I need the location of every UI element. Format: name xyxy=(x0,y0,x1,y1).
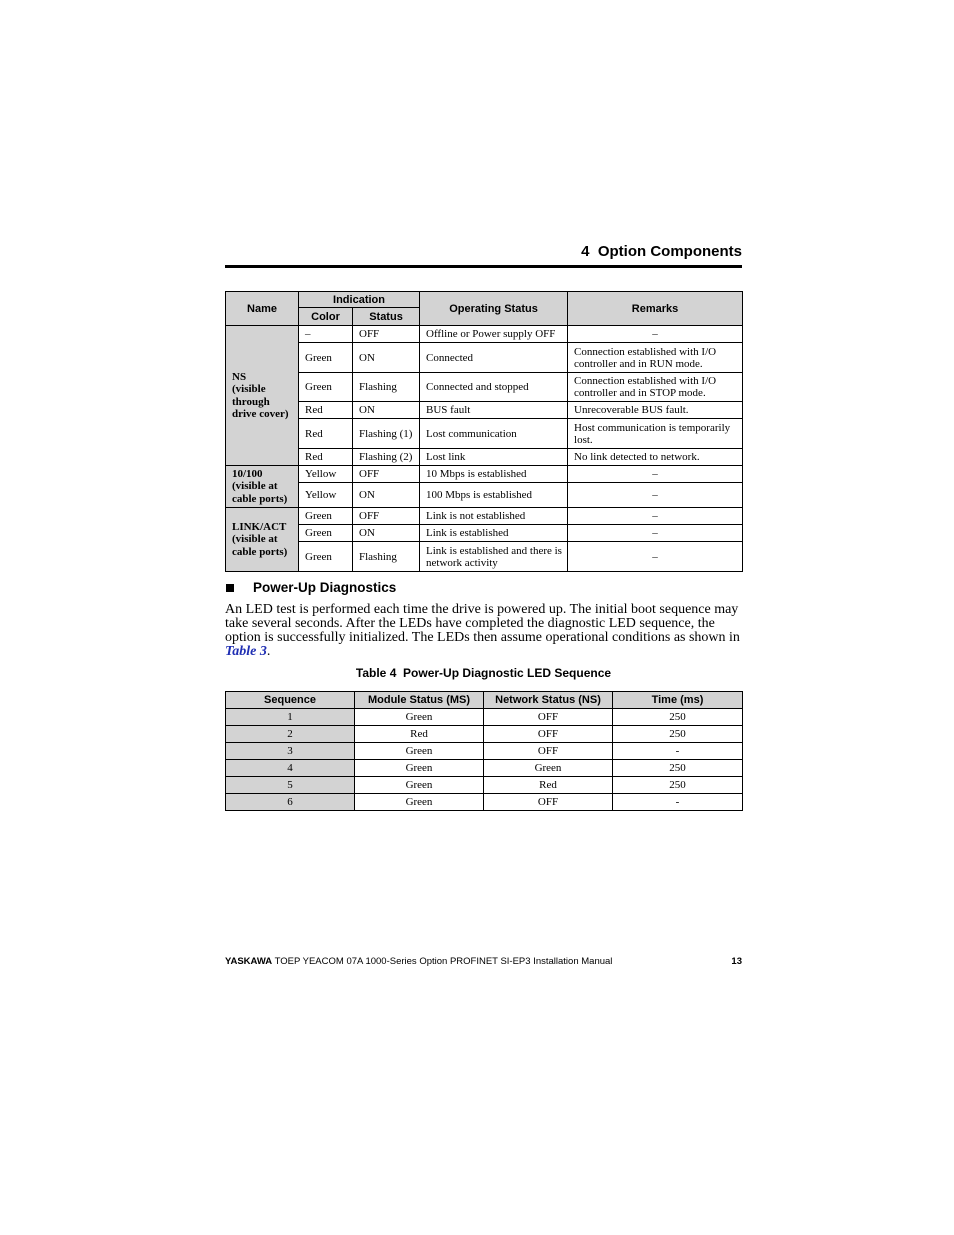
sequence-cell: 5 xyxy=(226,777,355,794)
led-status-cell: Flashing xyxy=(353,542,420,572)
led-color-cell: Green xyxy=(299,508,353,525)
led-table-header-row xyxy=(226,292,743,308)
operating-status-cell: Link is established xyxy=(420,525,568,542)
led-status-cell: Flashing xyxy=(353,373,420,402)
led-table-row xyxy=(226,525,743,542)
operating-status-cell: Connected xyxy=(420,343,568,373)
remarks-cell: No link detected to network. xyxy=(568,449,743,466)
led-status-cell: Flashing (2) xyxy=(353,449,420,466)
remarks-cell: – xyxy=(568,508,743,525)
remarks-cell: – xyxy=(568,466,743,483)
table-3-link[interactable]: Table 3 xyxy=(225,644,267,659)
header-rule xyxy=(225,265,742,268)
sequence-table-row xyxy=(226,743,743,760)
time-cell: 250 xyxy=(613,760,743,777)
module-status-cell: Green xyxy=(355,777,484,794)
remarks-cell: Unrecoverable BUS fault. xyxy=(568,402,743,419)
led-status-cell: Flashing (1) xyxy=(353,419,420,449)
operating-status-cell: Connected and stopped xyxy=(420,373,568,402)
col-header-status: Status xyxy=(353,308,420,326)
led-table-row xyxy=(226,373,743,402)
page-number: 13 xyxy=(731,956,742,967)
led-color-cell: Yellow xyxy=(299,466,353,483)
col-header-remarks: Remarks xyxy=(568,292,743,326)
sequence-table-row xyxy=(226,726,743,743)
operating-status-cell: Lost communication xyxy=(420,419,568,449)
col-header-indication: Indication xyxy=(299,292,420,308)
power-up-sequence-table xyxy=(225,691,743,811)
operating-status-cell: Offline or Power supply OFF xyxy=(420,326,568,343)
led-table-row xyxy=(226,542,743,572)
led-indicator-table xyxy=(225,291,743,572)
sequence-table-row xyxy=(226,709,743,726)
time-cell: 250 xyxy=(613,709,743,726)
time-cell: 250 xyxy=(613,777,743,794)
led-name-cell: 10/100 (visible at cable ports) xyxy=(226,466,299,508)
sequence-table-row xyxy=(226,760,743,777)
led-table-body xyxy=(226,326,743,572)
paragraph-text: An LED test is performed each time the drive is powered up. The initial boot sequence may take several seconds. After the LEDs have completed the diagnostic LED sequence, the option is successfully initialized. The LEDs then assume operational conditions as shown in xyxy=(225,602,740,645)
network-status-cell: OFF xyxy=(484,726,613,743)
led-color-cell: Green xyxy=(299,542,353,572)
module-status-cell: Green xyxy=(355,760,484,777)
col-header-color: Color xyxy=(299,308,353,326)
module-status-cell: Red xyxy=(355,726,484,743)
sequence-table-header-row xyxy=(226,692,743,709)
operating-status-cell: Link is established and there is network activity xyxy=(420,542,568,572)
sequence-cell: 6 xyxy=(226,794,355,811)
operating-status-cell: 10 Mbps is established xyxy=(420,466,568,483)
remarks-cell: Host communication is temporarily lost. xyxy=(568,419,743,449)
led-table-row xyxy=(226,483,743,508)
led-status-cell: ON xyxy=(353,343,420,373)
led-name-cell: LINK/ACT (visible at cable ports) xyxy=(226,508,299,572)
led-color-cell: Yellow xyxy=(299,483,353,508)
led-color-cell: Green xyxy=(299,373,353,402)
led-table-row xyxy=(226,402,743,419)
led-table-row xyxy=(226,326,743,343)
footer-manual-title: TOEP YEACOM 07A 1000-Series Option PROFINET SI-EP3 Installation Manual xyxy=(274,956,613,967)
remarks-cell: – xyxy=(568,542,743,572)
led-color-cell: Red xyxy=(299,402,353,419)
col-header-module-status: Module Status (MS) xyxy=(355,692,484,709)
sequence-cell: 3 xyxy=(226,743,355,760)
operating-status-cell: 100 Mbps is established xyxy=(420,483,568,508)
footer-brand: YASKAWA xyxy=(225,956,273,967)
time-cell: - xyxy=(613,743,743,760)
network-status-cell: Green xyxy=(484,760,613,777)
led-color-cell: Red xyxy=(299,419,353,449)
intro-paragraph xyxy=(225,603,746,659)
col-header-sequence: Sequence xyxy=(226,692,355,709)
section-header-title: 4 Option Components xyxy=(581,243,742,260)
sequence-cell: 1 xyxy=(226,709,355,726)
remarks-cell: – xyxy=(568,525,743,542)
operating-status-cell: Lost link xyxy=(420,449,568,466)
led-color-cell: Green xyxy=(299,343,353,373)
module-status-cell: Green xyxy=(355,743,484,760)
time-cell: 250 xyxy=(613,726,743,743)
led-table-row xyxy=(226,449,743,466)
led-color-cell: – xyxy=(299,326,353,343)
operating-status-cell: Link is not established xyxy=(420,508,568,525)
subsection-title: Power-Up Diagnostics xyxy=(253,580,397,595)
remarks-cell: – xyxy=(568,326,743,343)
sequence-cell: 4 xyxy=(226,760,355,777)
page-footer xyxy=(225,956,742,968)
led-status-cell: OFF xyxy=(353,466,420,483)
network-status-cell: Red xyxy=(484,777,613,794)
sequence-table-row xyxy=(226,777,743,794)
led-color-cell: Red xyxy=(299,449,353,466)
module-status-cell: Green xyxy=(355,709,484,726)
network-status-cell: OFF xyxy=(484,743,613,760)
led-name-cell: NS (visible through drive cover) xyxy=(226,326,299,466)
led-table-row xyxy=(226,343,743,373)
col-header-time: Time (ms) xyxy=(613,692,743,709)
col-header-operating-status: Operating Status xyxy=(420,292,568,326)
col-header-network-status: Network Status (NS) xyxy=(484,692,613,709)
sequence-table-body xyxy=(226,709,743,811)
paragraph-end: . xyxy=(266,644,271,659)
led-status-cell: ON xyxy=(353,525,420,542)
led-color-cell: Green xyxy=(299,525,353,542)
square-bullet-icon xyxy=(226,584,234,592)
led-status-cell: OFF xyxy=(353,326,420,343)
operating-status-cell: BUS fault xyxy=(420,402,568,419)
remarks-cell: Connection established with I/O controller and in STOP mode. xyxy=(568,373,743,402)
network-status-cell: OFF xyxy=(484,709,613,726)
network-status-cell: OFF xyxy=(484,794,613,811)
col-header-name: Name xyxy=(226,292,299,326)
led-status-cell: ON xyxy=(353,483,420,508)
remarks-cell: Connection established with I/O controller and in RUN mode. xyxy=(568,343,743,373)
sequence-cell: 2 xyxy=(226,726,355,743)
led-table-row xyxy=(226,508,743,525)
led-table-row xyxy=(226,466,743,483)
led-status-cell: ON xyxy=(353,402,420,419)
sequence-table-row xyxy=(226,794,743,811)
module-status-cell: Green xyxy=(355,794,484,811)
led-table-row xyxy=(226,419,743,449)
remarks-cell: – xyxy=(568,483,743,508)
table-4-caption: Table 4 Power-Up Diagnostic LED Sequence xyxy=(355,666,612,680)
footer-manual-line xyxy=(225,956,612,968)
led-status-cell: OFF xyxy=(353,508,420,525)
time-cell: - xyxy=(613,794,743,811)
